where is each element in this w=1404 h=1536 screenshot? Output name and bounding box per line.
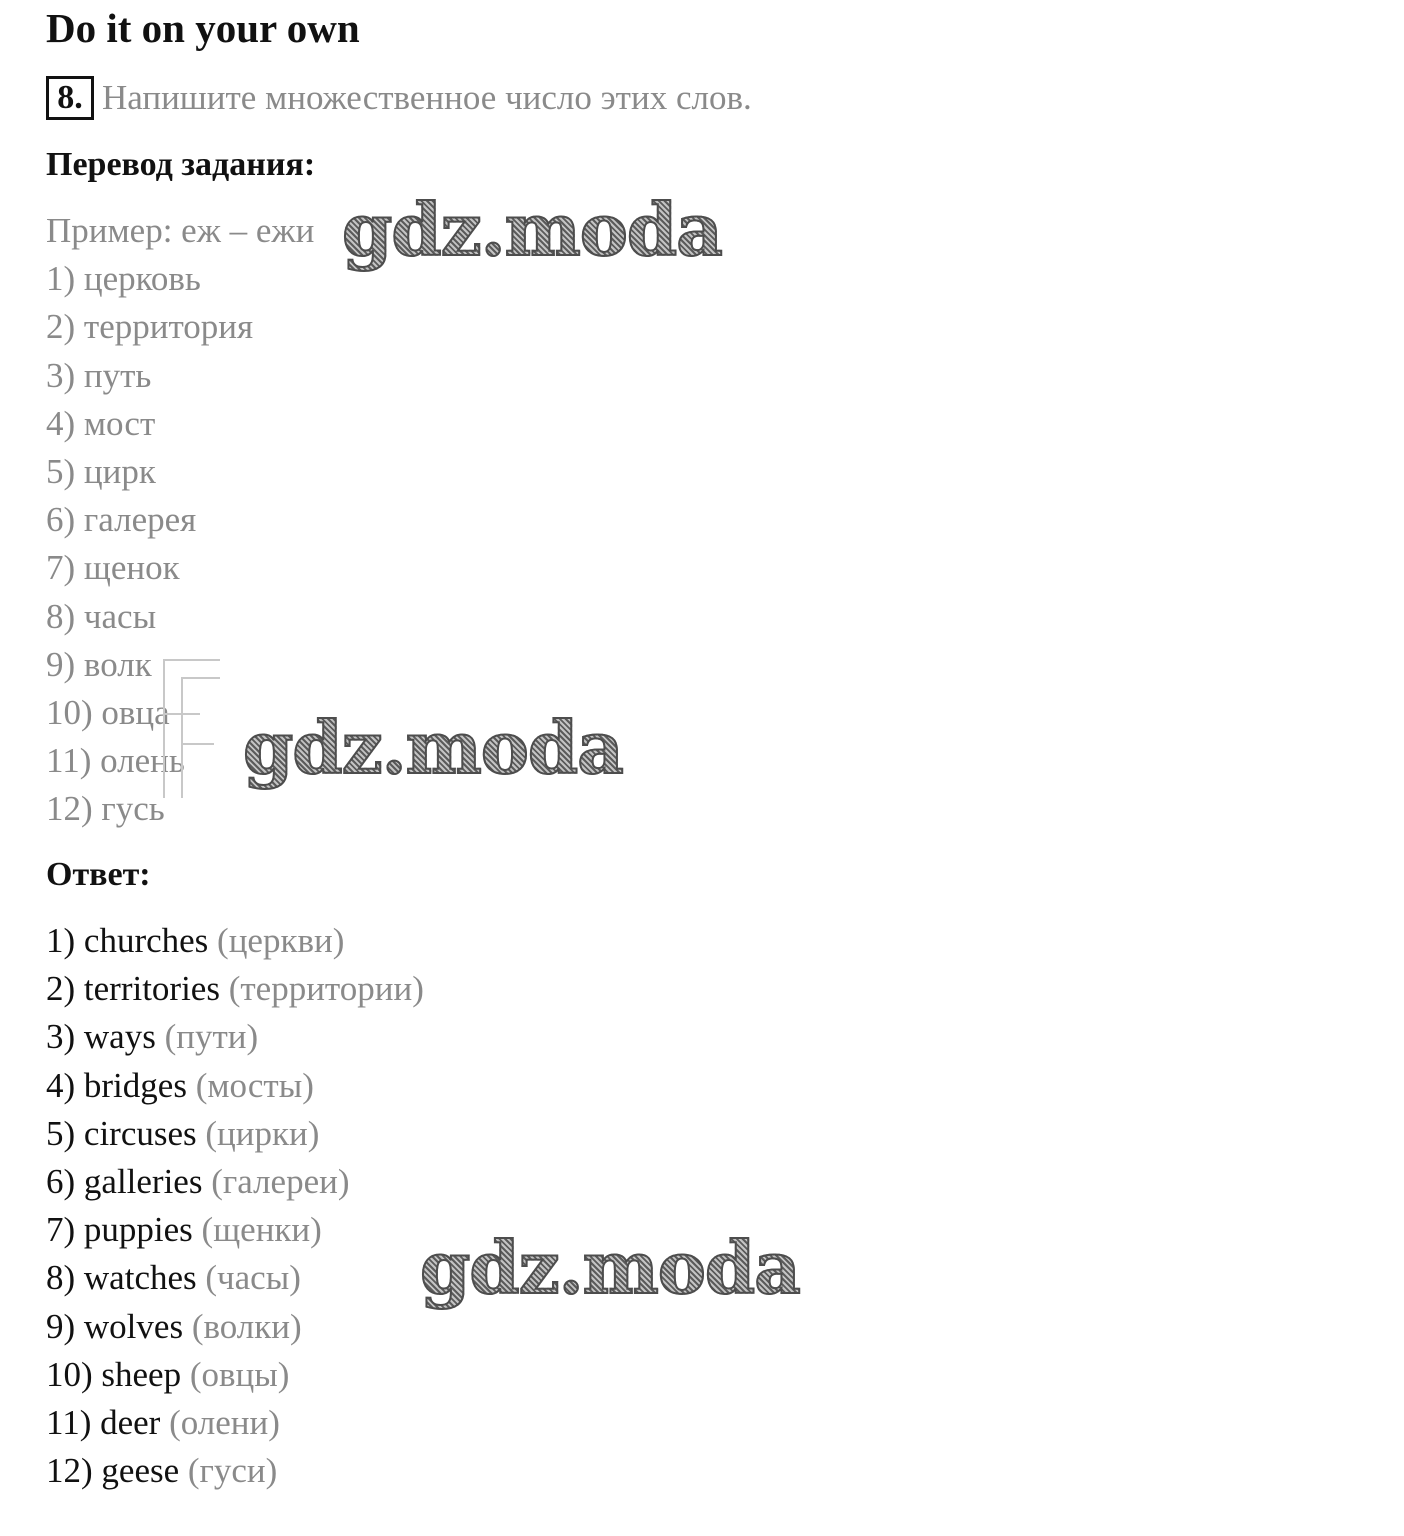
translation-item: 6) галерея (46, 500, 197, 540)
answer-english: 9) wolves (46, 1306, 184, 1346)
watermark-logo: gdz.moda (243, 705, 623, 790)
translation-item: 3) путь (46, 355, 152, 395)
answer-item (46, 1254, 424, 1302)
watermark-bracket-icon (160, 658, 222, 800)
answer-english: 10) sheep (46, 1354, 182, 1394)
answer-item (46, 1303, 424, 1351)
answer-item (46, 1158, 424, 1206)
answer-item (46, 1447, 424, 1495)
answer-item (46, 1062, 424, 1110)
translation-item: 10) овца (46, 693, 170, 733)
answer-list (46, 917, 424, 1495)
translation-item: 5) цирк (46, 452, 156, 492)
answer-english: 4) bridges (46, 1065, 187, 1105)
answer-item (46, 1399, 424, 1447)
answer-english: 6) galleries (46, 1162, 203, 1202)
answer-russian: (гуси) (187, 1451, 278, 1491)
answer-english: 1) churches (46, 921, 209, 960)
translation-item: 2) территория (46, 307, 254, 347)
answer-russian: (овцы) (189, 1354, 290, 1394)
answer-heading: Ответ: (46, 856, 151, 893)
task-number-box: 8. (46, 76, 94, 120)
translation-item: 1) церковь (46, 259, 201, 299)
answer-russian: (олени) (169, 1403, 280, 1443)
answer-item (46, 1206, 424, 1254)
answer-russian: (цирки) (205, 1113, 320, 1153)
answer-item (46, 1351, 424, 1399)
answer-item (46, 1013, 424, 1061)
translation-item: 11) олень (46, 741, 185, 781)
answer-russian: (мосты) (195, 1065, 314, 1105)
translation-item: 4) мост (46, 403, 156, 443)
translation-item: 7) щенок (46, 548, 180, 588)
answer-english: 5) circuses (46, 1113, 197, 1153)
task-instruction: Напишите множественное число этих слов. (102, 78, 752, 117)
answer-english: 2) territories (46, 969, 220, 1009)
watermark-logo: gdz.moda (420, 1225, 800, 1310)
answer-russian: (часы) (205, 1258, 301, 1298)
answer-russian: (территории) (228, 969, 424, 1009)
answer-russian: (церкви) (217, 921, 345, 960)
translation-item: 9) волк (46, 644, 152, 684)
answer-english: 11) deer (46, 1403, 161, 1443)
answer-russian: (щенки) (201, 1210, 322, 1250)
task-line (46, 76, 752, 120)
answer-russian: (галереи) (211, 1162, 350, 1202)
translation-example: Пример: еж – ежи (46, 211, 315, 250)
answer-item (46, 917, 424, 965)
translation-heading: Перевод задания: (46, 146, 316, 183)
translation-item: 8) часы (46, 596, 157, 636)
answer-english: 12) geese (46, 1451, 180, 1491)
answer-item (46, 965, 424, 1013)
translation-item: 12) гусь (46, 789, 165, 829)
answer-russian: (пути) (164, 1017, 259, 1057)
answer-english: 8) watches (46, 1258, 197, 1298)
answer-english: 3) ways (46, 1017, 156, 1057)
page-title: Do it on your own (46, 5, 360, 51)
watermark-logo: gdz.moda (342, 187, 722, 272)
answer-english: 7) puppies (46, 1210, 193, 1250)
answer-russian: (волки) (191, 1306, 302, 1346)
answer-item (46, 1110, 424, 1158)
